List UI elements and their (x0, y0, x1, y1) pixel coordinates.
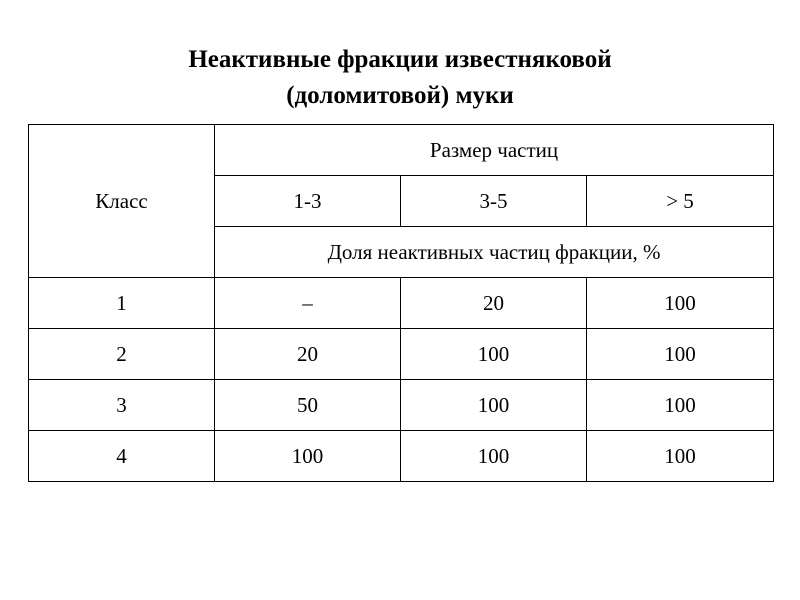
share-header-cell: Доля неактивных частиц фракции, % (215, 227, 774, 278)
value-cell: 100 (587, 278, 774, 329)
value-cell: 100 (587, 380, 774, 431)
value-cell: 100 (587, 329, 774, 380)
value-cell: 100 (401, 329, 587, 380)
fractions-table (28, 124, 774, 482)
size-header-cell: Размер частиц (215, 125, 774, 176)
class-cell: 3 (29, 380, 215, 431)
table-row (29, 329, 774, 380)
value-cell: 100 (401, 431, 587, 482)
value-cell: 20 (401, 278, 587, 329)
value-cell: 100 (215, 431, 401, 482)
page-title (0, 42, 800, 114)
table-row (29, 431, 774, 482)
title-line-1: Неактивные фракции известняковой (188, 46, 612, 73)
class-cell: 2 (29, 329, 215, 380)
size-range-cell: 1-3 (215, 176, 401, 227)
header-row-size (29, 125, 774, 176)
class-header-cell: Класс (29, 125, 215, 278)
class-cell: 4 (29, 431, 215, 482)
value-cell: 20 (215, 329, 401, 380)
table-row (29, 278, 774, 329)
value-cell: 50 (215, 380, 401, 431)
value-cell: 100 (587, 431, 774, 482)
title-line-2: (доломитовой) муки (286, 82, 514, 109)
size-range-cell: 3-5 (401, 176, 587, 227)
value-cell: 100 (401, 380, 587, 431)
class-cell: 1 (29, 278, 215, 329)
value-cell: – (215, 278, 401, 329)
table-row (29, 380, 774, 431)
size-range-cell: > 5 (587, 176, 774, 227)
